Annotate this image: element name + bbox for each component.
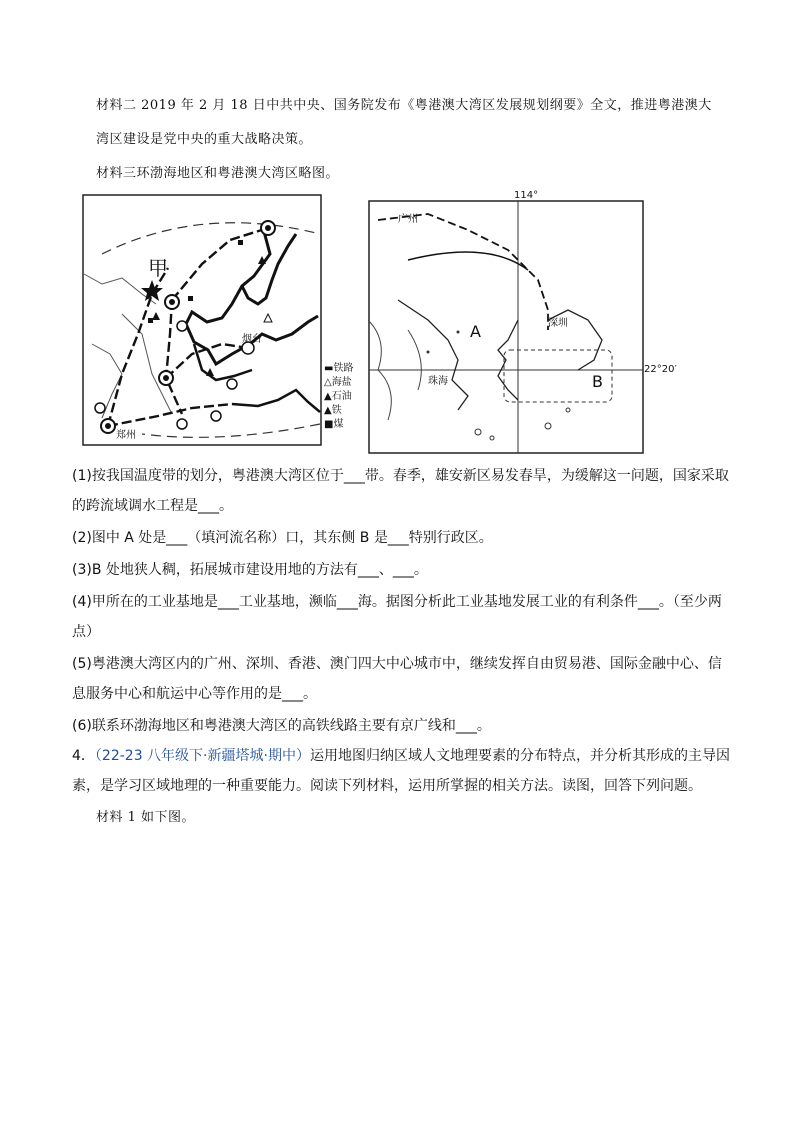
legend-oil: ▲石油 bbox=[324, 391, 352, 402]
material3-title: 材料三环渤海地区和粤港澳大湾区略图。 bbox=[96, 166, 340, 181]
q4-block-line1 bbox=[72, 746, 730, 766]
legend-railway: ▬铁路 bbox=[324, 363, 354, 374]
lat-label: 22°20′ bbox=[644, 364, 677, 375]
lon-label: 114° bbox=[514, 190, 539, 201]
city-zhuhai: 珠海 bbox=[428, 376, 448, 387]
q1-line2: 的跨流域调水工程是___。 bbox=[72, 498, 233, 514]
q4-line2: 点） bbox=[72, 624, 100, 640]
coal-icon: ■ bbox=[324, 419, 334, 430]
material2-line2: 湾区建设是党中央的重大战略决策。 bbox=[96, 132, 313, 147]
q4-line1: (4)甲所在的工业基地是___工业基地，濒临___海。据图分析此工业基地发展工业的有利条件___。（至少两 bbox=[72, 594, 722, 610]
city-yantai: 烟台 bbox=[242, 334, 262, 345]
material2-line1: 材料二 2019 年 2 月 18 日中共中央、国务院发布《粤港澳大湾区发展规划纲要》全文，推进粤港澳大 bbox=[96, 98, 712, 113]
iron-icon: ▲ bbox=[324, 405, 332, 416]
question-number: 4． bbox=[72, 748, 95, 764]
q1-line1: (1)按我国温度带的划分，粤港澳大湾区位于___带。春季，雄安新区易发春旱，为缓解这一问题，国家采取 bbox=[72, 468, 729, 484]
city-guangzhou: 广州 bbox=[398, 214, 418, 225]
oil-icon: ▲ bbox=[324, 391, 332, 402]
salt-icon: △ bbox=[324, 377, 332, 388]
label-b: B bbox=[592, 372, 603, 391]
bohai-map bbox=[82, 194, 362, 448]
legend-coal: ■煤 bbox=[324, 419, 344, 430]
q5-line1: (5)粤港澳大湾区内的广州、深圳、香港、澳门四大中心城市中，继续发挥自由贸易港、国际金融中心、信 bbox=[72, 656, 722, 672]
legend-iron: ▲铁 bbox=[324, 405, 342, 416]
label-jia: 甲 bbox=[148, 256, 168, 280]
bay-area-map bbox=[368, 200, 648, 456]
q6: (6)联系环渤海地区和粤港澳大湾区的高铁线路主要有京广线和___。 bbox=[72, 718, 491, 734]
city-zhengzhou: 郑州 bbox=[116, 430, 136, 441]
q5-line2: 息服务中心和航运中心等作用的是___。 bbox=[72, 686, 317, 702]
map-legend bbox=[324, 362, 364, 432]
material1-title: 材料 1 如下图。 bbox=[96, 810, 196, 825]
legend-salt: △海盐 bbox=[324, 377, 352, 388]
q3: (3)B 处地狭人稠，拓展城市建设用地的方法有___、___。 bbox=[72, 562, 428, 578]
city-shenzhen: 深圳 bbox=[548, 318, 568, 329]
question-source[interactable]: （22-23 八年级下·新疆塔城·期中） bbox=[94, 748, 310, 764]
q4-block-line2: 素，是学习区域地理的一种重要能力。阅读下列材料，运用所掌握的相关方法。读图，回答下列问题。 bbox=[72, 778, 702, 794]
q2: (2)图中 A 处是___（填河流名称）口，其东侧 B 是___特别行政区。 bbox=[72, 530, 493, 546]
question-stem: 运用地图归纳区域人文地理要素的分布特点，并分析其形成的主导因 bbox=[309, 748, 730, 764]
label-a: A bbox=[470, 322, 481, 341]
railway-icon: ▬ bbox=[324, 363, 334, 374]
